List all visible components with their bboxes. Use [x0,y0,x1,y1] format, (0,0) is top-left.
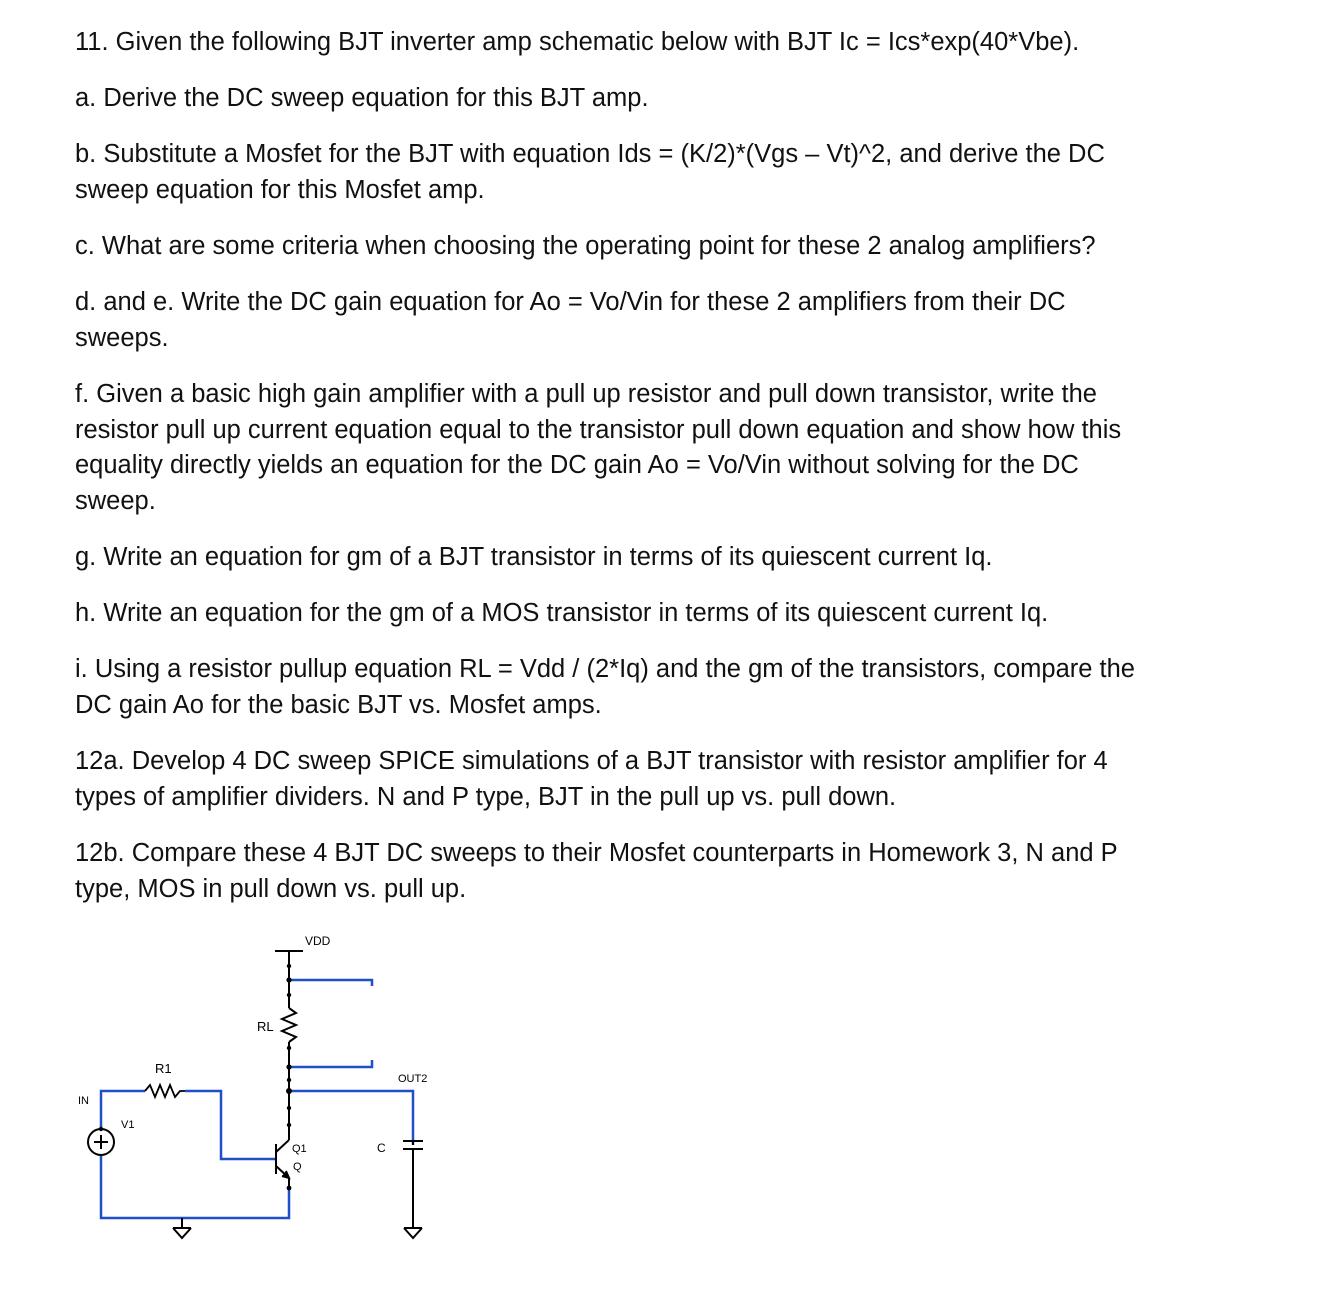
question-11b-line2: sweep equation for this Mosfet amp. [75,176,485,204]
question-11f-line1: f. Given a basic high gain amplifier with a pull up resistor and pull down transistor, write the [75,380,1097,408]
out2-label: OUT2 [398,1073,428,1085]
question-11g: g. Write an equation for gm of a BJT transistor in terms of its quiescent current Iq. [75,543,993,571]
question-11f-line3: equality directly yields an equation for the DC gain Ao = Vo/Vin without solving for the DC [75,451,1079,479]
q-label: Q [293,1161,302,1173]
question-12b-line2: type, MOS in pull down vs. pull up. [75,875,467,903]
question-12a-line2: types of amplifier dividers. N and P type, BJT in the pull up vs. pull down. [75,783,897,811]
voltage-source-v1 [88,1129,114,1155]
wire-source-left [101,1155,182,1218]
question-11i-line1: i. Using a resistor pullup equation RL = Vdd / (2*Iq) and the gm of the transistors, compare the [75,655,1135,683]
c-label: C [377,1141,386,1155]
question-11h: h. Write an equation for the gm of a MOS transistor in terms of its quiescent current Iq. [75,599,1049,627]
wire-vdd-top-stub [289,980,372,986]
resistor-rl [282,995,296,1125]
wire-r1-to-base [185,1091,276,1159]
rl-label: RL [257,1019,274,1034]
question-11de-line2: sweeps. [75,324,169,352]
wire-ground-return [182,1188,289,1218]
bjt-inverter-schematic [70,925,450,1255]
in-label: IN [78,1095,89,1107]
v1-label: V1 [121,1119,135,1131]
q1-label: Q1 [292,1143,307,1155]
question-12a-line1: 12a. Develop 4 DC sweep SPICE simulations of a BJT transistor with resistor amplifier for 4 [75,747,1108,775]
wires [101,980,413,1218]
node-dots [99,964,292,1191]
question-11b-line1: b. Substitute a Mosfet for the BJT with equation Ids = (K/2)*(Vgs – Vt)^2, and derive the DC [75,140,1105,168]
question-11: 11. Given the following BJT inverter amp schematic below with BJT Ic = Ics*exp(40*Vbe). [75,28,1080,56]
question-11a: a. Derive the DC sweep equation for this BJT amp. [75,84,649,112]
question-12b-line1: 12b. Compare these 4 BJT DC sweeps to their Mosfet counterparts in Homework 3, N and P [75,839,1118,867]
bjt-q1 [276,1125,289,1188]
wire-vdd-lower-stub [289,1060,372,1067]
question-11c: c. What are some criteria when choosing the operating point for these 2 analog amplifiers? [75,232,1096,260]
wire-out2-node [289,1091,413,1145]
r1-label: R1 [155,1061,172,1076]
question-11f-line2: resistor pull up current equation equal to the transistor pull down equation and show how this [75,416,1122,444]
vdd-label: VDD [305,934,331,948]
resistor-r1 [145,1085,185,1097]
ground-symbol-right [404,1222,422,1238]
capacitor-c [403,1141,423,1222]
question-11f-line4: sweep. [75,487,156,515]
ground-symbol-left [173,1218,191,1238]
question-11i-line2: DC gain Ao for the basic BJT vs. Mosfet amps. [75,691,602,719]
question-11de-line1: d. and e. Write the DC gain equation for Ao = Vo/Vin for these 2 amplifiers from their DC [75,288,1066,316]
